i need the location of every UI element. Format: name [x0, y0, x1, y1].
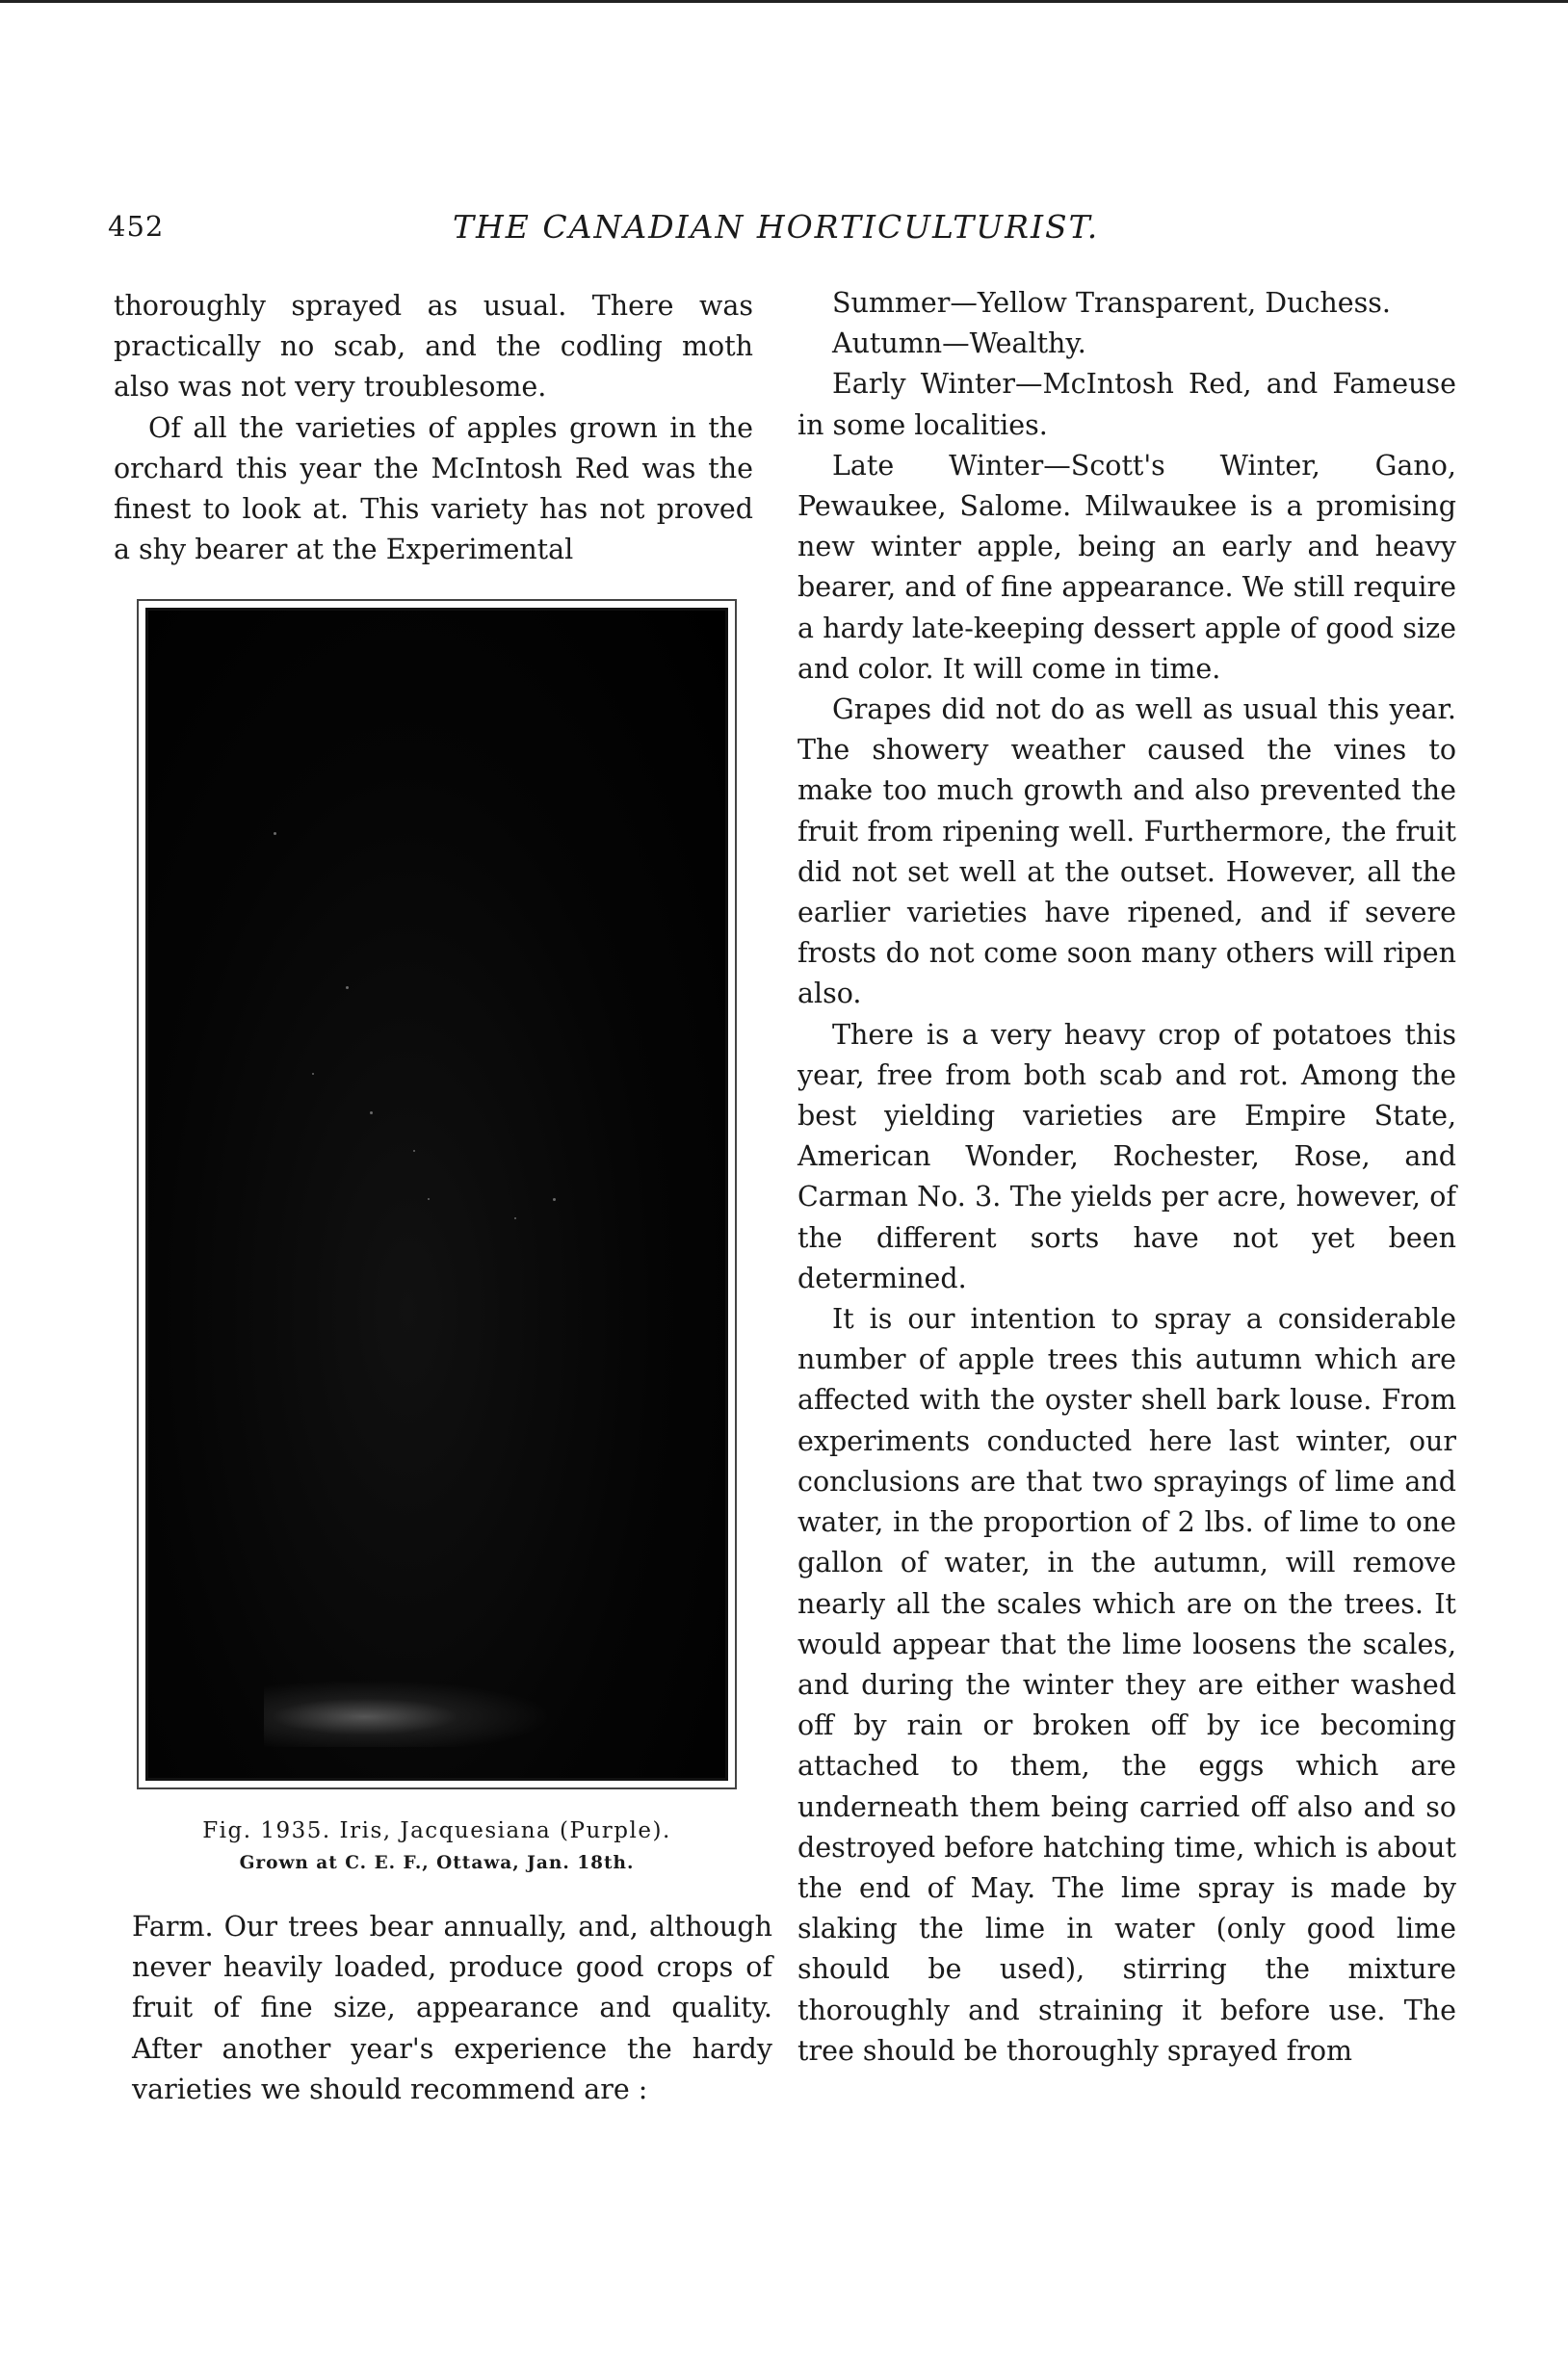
variety-list-item: Autumn—Wealthy. [832, 327, 1086, 360]
page-number: 452 [108, 210, 165, 243]
body-paragraph: Farm. Our trees bear annually, and, although never heavily loaded, produce good crops of fruit of fine size, appearance and quality. After another year's experience the hardy varieties we should recommend are : [132, 1911, 772, 2105]
photo-speck [312, 1073, 314, 1075]
iris-photograph [145, 608, 728, 1781]
variety-list-item: Late Winter—Scott's Winter, Gano, Pewaukee, Salome. Milwaukee is a promising new winter apple, being an early and heavy bearer, and of fine appearance. We still require a hardy late-keeping dessert apple of good size and color. It will come in time. [797, 449, 1456, 685]
top-border-rule [0, 0, 1568, 3]
body-paragraph: It is our intention to spray a considerable number of apple trees this autumn which are affected with the oyster shell bark louse. From experiments conducted here last winter, our conclusions are that two sprayings of lime and water, in the proportion of 2 lbs. of lime to one gallon of water, in the autumn, will remove nearly all the scales which are on the trees. It would appear that the lime loosens the scales, and during the winter they are either washed off by rain or broken off by ice becoming attached to them, the eggs which are underneath them being carried off also and so destroyed before hatching time, which is about the end of May. The lime spray is made by slaking the lime in water (only good lime should be used), stirring the mixture thoroughly and straining it before use. The tree should be thoroughly sprayed from [797, 1303, 1456, 2067]
body-paragraph: Of all the varieties of apples grown in the orchard this year the McIntosh Red was the finest to look at. This variety has not proved a shy bearer at the Experimental [114, 411, 753, 566]
body-paragraph: thoroughly sprayed as usual. There was practically no scab, and the codling moth also was not very troublesome. [114, 290, 753, 404]
photo-speck [370, 1111, 373, 1114]
photo-speck [413, 1150, 415, 1152]
photo-speck [428, 1198, 430, 1200]
figure-caption: Fig. 1935. Iris, Jacquesiana (Purple). [202, 1818, 671, 1843]
variety-list-item: Early Winter—McIntosh Red, and Fameuse in some localities. [797, 368, 1456, 441]
figure-photo-frame [137, 599, 737, 1789]
photo-speck [553, 1198, 556, 1201]
figure-caption-credit: Grown at C. E. F., Ottawa, Jan. 18th. [239, 1853, 635, 1873]
left-column-top [114, 286, 753, 570]
body-paragraph: Grapes did not do as well as usual this year. The showery weather caused the vines to make too much growth and also prevented the fruit from ripening well. Furthermore, the fruit did not set well at the outset. However, all the earlier varieties have ripened, and if severe frosts do not come soon many others will ripen also. [797, 693, 1456, 1010]
left-column-bottom [132, 1907, 772, 2110]
iris-blooms [264, 1680, 553, 1747]
photo-speck [274, 832, 276, 835]
running-title: THE CANADIAN HORTICULTURIST. [453, 208, 1100, 246]
variety-list-item: Summer—Yellow Transparent, Duchess. [832, 287, 1391, 319]
photo-speck [514, 1217, 516, 1219]
photo-speck [346, 986, 349, 989]
body-paragraph: There is a very heavy crop of potatoes this year, free from both scab and rot. Among the best yielding varieties are Empire State, American Wonder, Rochester, Rose, and Carman No. 3. The yields per acre, however, of the different sorts have not yet been determined. [797, 1018, 1456, 1294]
right-column [797, 283, 1456, 2072]
